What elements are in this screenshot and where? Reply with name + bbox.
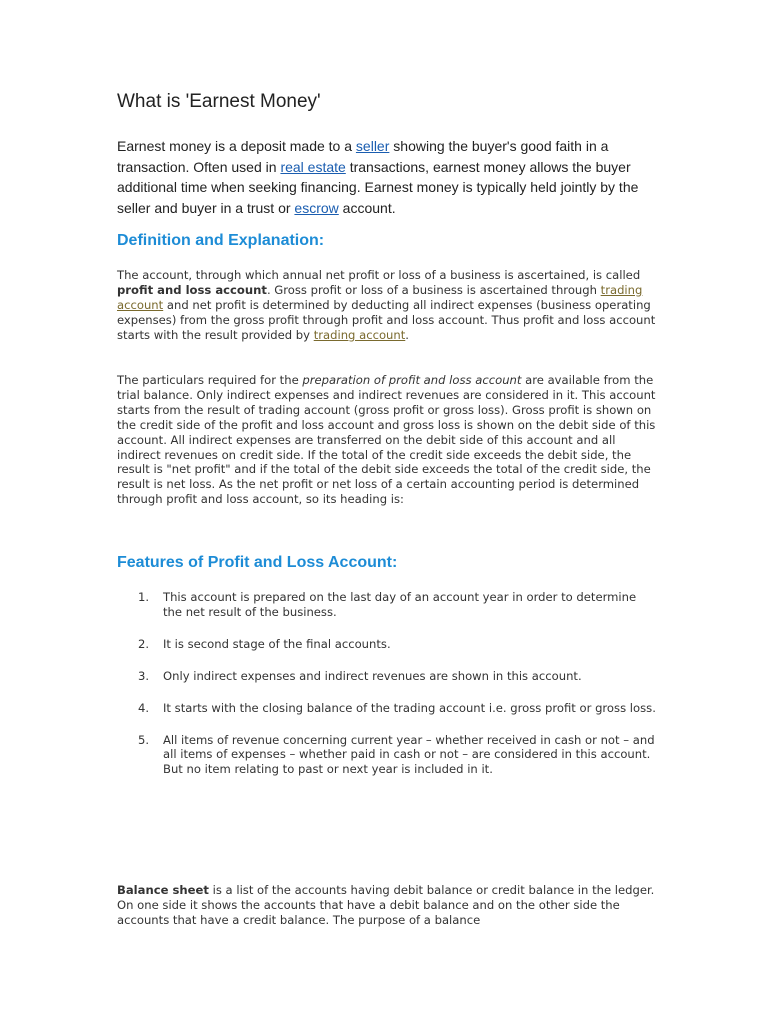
intro-text: Earnest money is a deposit made to a [117, 138, 356, 154]
list-number: 1. [138, 590, 150, 604]
balance-sheet-paragraph [117, 883, 657, 928]
bold-term: profit and loss account [117, 282, 267, 297]
list-number: 5. [138, 732, 150, 747]
seller-link[interactable]: seller [355, 138, 390, 154]
features-heading: Features of Profit and Loss Account: [117, 554, 398, 571]
list-item [117, 590, 657, 620]
list-item-text: This account is prepared on the last day of an account year in order to determine the net result of the business. [163, 590, 637, 619]
paragraph-text: . [405, 327, 409, 342]
list-item [117, 637, 657, 652]
intro-text: showing the buyer's good faith in a transaction. Often used in [117, 138, 609, 175]
list-item-text: It starts with the closing balance of the trading account i.e. gross profit or gross loss. [163, 700, 656, 715]
intro-text: account. [338, 199, 396, 216]
paragraph-text: are available from the trial balance. Only indirect expenses and indirect revenues are considered in it. This account starts from the result of trading account (gross profit or gross loss). Gross profit is shown on the credit side of the profit and loss account and gross loss is shown on the debit side of this account. All indirect expenses are transferred on the debit side of this account and all indirect revenues on credit side. If the total of the credit side exceeds the debit side, the result is "net profit" and if the total of the debit side exceeds the total of the credit side, the result is net loss. As the net profit or net loss of a certain accounting period is determined through profit and loss account, so its heading is: [117, 373, 656, 507]
paragraph-text: and net profit is determined by deducting all indirect expenses (business operating expenses) from the gross profit through profit and loss account. Thus profit and loss account starts with the result provided by [117, 297, 656, 342]
bold-term: Balance sheet [117, 883, 209, 897]
trading-account-link[interactable]: trading account [313, 327, 406, 342]
real-estate-link[interactable]: real estate [280, 158, 346, 175]
paragraph-text: . Gross profit or loss of a business is ascertained through [266, 282, 601, 297]
list-item-text: Only indirect expenses and indirect revenues are shown in this account. [163, 668, 582, 683]
list-number: 3. [138, 668, 150, 683]
definition-heading: Definition and Explanation: [117, 232, 325, 249]
definition-paragraph-2 [117, 373, 657, 507]
italic-term: preparation of profit and loss account [302, 373, 522, 387]
list-number: 4. [138, 700, 150, 715]
list-item-text: It is second stage of the final accounts. [163, 636, 391, 651]
features-list [117, 590, 657, 794]
intro-text: transactions, earnest money allows the buyer additional time when seeking financing. Earnest money is typically held jointly by the seller and buyer in a trust or [117, 158, 639, 216]
definition-paragraph-1 [117, 268, 657, 343]
list-item [117, 733, 657, 778]
list-item [117, 701, 657, 716]
list-number: 2. [138, 636, 150, 651]
paragraph-text: The particulars required for the [117, 373, 303, 387]
list-item-text: All items of revenue concerning current year – whether received in cash or not – and all items of expenses – whether paid in cash or not – are considered in this account. But no item relating to past or next year is included in it. [163, 732, 655, 777]
list-item [117, 669, 657, 684]
intro-paragraph [117, 136, 657, 218]
trading-account-link[interactable]: trading account [117, 282, 643, 312]
paragraph-text: is a list of the accounts having debit balance or credit balance in the ledger. On one side it shows the accounts that have a debit balance and on the other side the accounts that have a credit balance. The purpose of a balance [117, 883, 655, 927]
paragraph-text: The account, through which annual net profit or loss of a business is ascertained, is called [117, 268, 641, 282]
escrow-link[interactable]: escrow [294, 199, 339, 216]
page-title: What is 'Earnest Money' [117, 91, 321, 112]
